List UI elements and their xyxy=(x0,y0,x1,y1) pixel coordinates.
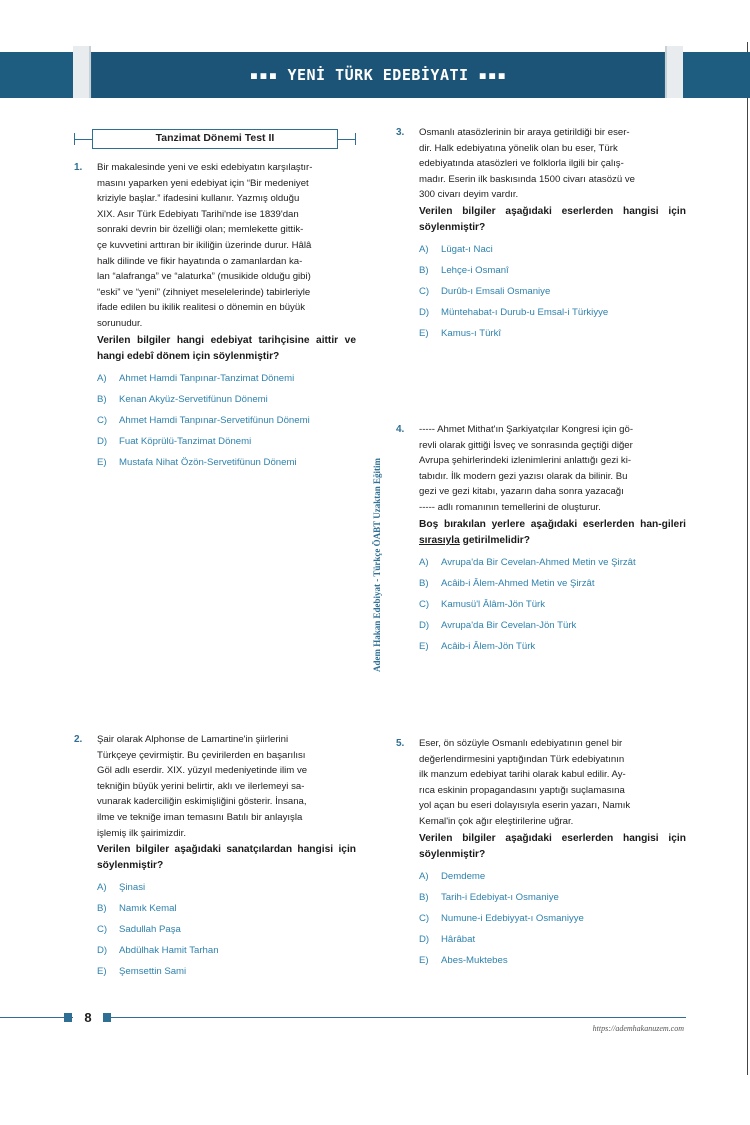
question-text: Şair olarak Alphonse de Lamartine'in şiirlerini Türkçeye çevirmiştir. Bu çevirilerden en başarılısı Göl adlı eserdir. XIX. yüzyıl medeniyetinde ilim ve tekniğin büyük yerini belirtir, aklı ve ilerlemeyi sa- vunarak kaderciliğin eskimişliğini gösterir. İnsana, ilme ve tekniğe iman temasını Batılı bir anlayışla işlemiş ilk şairimizdir. xyxy=(97,734,308,839)
option-a[interactable]: A) Avrupa'da Bir Cevelan-Ahmed Metin ve Şirzât xyxy=(419,556,636,568)
option-b[interactable]: B) Acâib-i Âlem-Ahmed Metin ve Şirzât xyxy=(419,577,595,589)
question-1 xyxy=(74,160,356,473)
option-e[interactable]: E) Kamus-ı Türkî xyxy=(419,327,502,339)
options-list xyxy=(419,239,686,344)
option-d[interactable]: D) Abdülhak Hamit Tarhan xyxy=(97,945,219,957)
options-list xyxy=(419,866,686,971)
option-c[interactable]: C) Ahmet Hamdi Tanpınar-Servetifünun Dönemi xyxy=(97,414,310,426)
question-5 xyxy=(396,736,686,971)
question-text: Eser, ön sözüyle Osmanlı edebiyatının genel bir değerlendirmesini yaptığından Türk edebiyatının ilk manzum edebiyat tarihi olarak kabul edilir. Ay- rıca eskinin propagandasını yaptığı suçlamasına yol açan bu eseri dolayısıyla eserin yazarı, Namık Kemal'in çok ağır eleştirilerine uğrar. xyxy=(419,738,631,827)
question-number: 4. xyxy=(396,424,405,435)
question-prompt: Boş bırakılan yerlere aşağıdaki eserlerden han-gileri sırasıyla getirilmelidir? xyxy=(419,518,686,546)
page-title: ▪▪▪ YENİ TÜRK EDEBİYATI ▪▪▪ xyxy=(249,66,507,84)
options-list xyxy=(97,877,356,982)
footer-square-icon xyxy=(103,1013,111,1022)
question-text: Osmanlı atasözlerinin bir araya getirildiği bir eser- dir. Halk edebiyatına yönelik olan bu eser, Türk edebiyatında atasözleri ve folklorla ilgili bir çalış- madır. Eserin ilk baskısında 1500 civarı atasözü ve 300 civarı deyim vardır. xyxy=(419,127,635,201)
question-number: 5. xyxy=(396,738,405,749)
page-number: 8 xyxy=(73,1009,103,1027)
question-number: 2. xyxy=(74,734,83,745)
option-b[interactable]: B) Kenan Akyüz-Servetifünun Dönemi xyxy=(97,393,268,405)
option-a[interactable]: A) Ahmet Hamdi Tanpınar-Tanzimat Dönemi xyxy=(97,372,295,384)
question-text: Bir makalesinde yeni ve eski edebiyatın karşılaştır- masını yaparken yeni edebiyat için “Bir medeniyet kriziyle başlar.” ifadesini kullanır. Yazmış olduğu XIX. Asır Türk Edebiyatı Tarihi'nde ise 1839'dan sonraki devrin bir özelliği olan; memlekette gittik- çe kuvvetini arttıran bir ikiliğin üzerinde durur. Hâlâ halk dilinde ve fikir hayatında o zamanlardan ka- lan “alafranga” ve “alaturka” (musikide olduğu gibi) “eski” ve “yeni” (zihniyet meselelerinde) tabirleriyle ifade edilen bu ikilik realitesi o dönemin en büyük sorunudur. xyxy=(97,162,313,329)
option-c[interactable]: C) Sadullah Paşa xyxy=(97,924,181,936)
question-text: ----- Ahmet Mithat'ın Şarkiyatçılar Kongresi için gö- revli olarak gittiği İsveç ve sonrasında geçtiği diğer Avrupa şehirlerindeki izlenimlerini anlattığı gezi ki- tabıdır. İlk modern gezi yazısı olarak da bilinir. Bu gezi ve gezi kitabı, yazarın daha sonra yazacağı ----- adlı romanının temellerini de oluşturur. xyxy=(419,424,634,513)
question-prompt: Verilen bilgiler hangi edebiyat tarihçisine aittir ve hangi edebî dönem için söylenmiştir? xyxy=(97,334,356,362)
option-e[interactable]: E) Şemsettin Sami xyxy=(97,966,187,978)
option-d[interactable]: D) Fuat Köprülü-Tanzimat Dönemi xyxy=(97,435,252,447)
header-tab-left xyxy=(73,46,91,98)
question-prompt: Verilen bilgiler aşağıdaki eserlerden hangisi için söylenmiştir? xyxy=(419,832,686,860)
option-a[interactable]: A) Şinasi xyxy=(97,882,146,894)
option-b[interactable]: B) Tarih-i Edebiyat-ı Osmaniye xyxy=(419,891,559,903)
question-prompt: Verilen bilgiler aşağıdaki sanatçılardan hangisi için söylenmiştir? xyxy=(97,844,356,872)
question-2 xyxy=(74,732,356,982)
question-prompt: Verilen bilgiler aşağıdaki eserlerden hangisi için söylenmiştir? xyxy=(419,205,686,233)
question-4 xyxy=(396,422,686,657)
page-top-margin xyxy=(0,0,750,42)
footer-square-icon xyxy=(64,1013,72,1022)
question-number: 1. xyxy=(74,162,83,173)
test-title: Tanzimat Dönemi Test II xyxy=(92,129,338,149)
option-d[interactable]: D) Hârâbat xyxy=(419,933,476,945)
options-list xyxy=(97,368,356,473)
option-b[interactable]: B) Namık Kemal xyxy=(97,903,177,915)
options-list xyxy=(419,552,686,657)
page-right-edge xyxy=(747,42,748,1075)
option-e[interactable]: E) Abes-Muktebes xyxy=(419,954,508,966)
emphasis-underlined: sırasıyla xyxy=(419,534,460,546)
option-c[interactable]: C) Durûb-ı Emsali Osmaniye xyxy=(419,285,551,297)
option-b[interactable]: B) Lehçe-i Osmanî xyxy=(419,264,509,276)
option-c[interactable]: C) Kamusü'l Âlâm-Jön Türk xyxy=(419,598,546,610)
option-d[interactable]: D) Müntehabat-ı Durub-u Emsal-i Türkiyye xyxy=(419,306,609,318)
option-e[interactable]: E) Acâib-i Âlem-Jön Türk xyxy=(419,640,536,652)
vertical-side-label: Adem Hakan Edebiyat - Türkçe ÖABT Uzaktan Eğitim xyxy=(372,458,382,672)
option-e[interactable]: E) Mustafa Nihat Özön-Servetifünun Dönemi xyxy=(97,456,297,468)
footer-url[interactable]: https://ademhakanuzem.com xyxy=(592,1024,684,1033)
question-number: 3. xyxy=(396,127,405,138)
question-3 xyxy=(396,125,686,344)
option-d[interactable]: D) Avrupa'da Bir Cevelan-Jön Türk xyxy=(419,619,577,631)
option-c[interactable]: C) Numune-i Edebiyyat-ı Osmaniyye xyxy=(419,912,584,924)
header-tab-right xyxy=(665,46,683,98)
test-title-frame xyxy=(74,129,356,149)
option-a[interactable]: A) Demdeme xyxy=(419,870,486,882)
option-a[interactable]: A) Lügat-ı Naci xyxy=(419,243,493,255)
